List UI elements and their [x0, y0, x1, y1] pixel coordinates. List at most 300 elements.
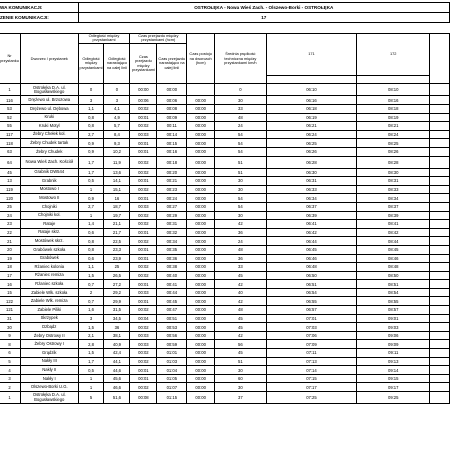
time-cumulative: 00:00	[157, 84, 187, 96]
departure-171: 06:19	[266, 113, 357, 122]
departure-172: 09:06	[357, 331, 430, 340]
time-cumulative: 01:03	[157, 357, 187, 366]
departure-171: 06:33	[266, 185, 357, 194]
stop-name: Rżaniec kolonia	[20, 263, 78, 272]
stop-time: 00:00	[187, 374, 215, 383]
departure-172: 08:16	[357, 96, 430, 105]
departure-172: 09:17	[357, 383, 430, 392]
spare-cell	[430, 185, 450, 194]
time-cumulative: 00:59	[157, 340, 187, 349]
stop-number: 122	[0, 297, 20, 306]
distance-cumulative: 13,6	[104, 168, 130, 177]
departure-171: 06:44	[266, 237, 357, 246]
stop-time: 00:00	[187, 194, 215, 203]
distance-cumulative: 16	[104, 194, 130, 203]
time-cumulative: 00:14	[157, 130, 187, 139]
departure-172: 08:10	[357, 84, 430, 96]
distance-between: 0,6	[78, 228, 104, 237]
stop-number: 4	[0, 366, 20, 375]
speed: 42	[215, 220, 267, 229]
line-number-label: ZENIE KOMUNIKACJI:	[0, 13, 78, 23]
time-between: 00:04	[130, 314, 157, 323]
spare-cell	[430, 383, 450, 392]
stop-time: 00:00	[187, 271, 215, 280]
stop-name: Grabnik	[20, 177, 78, 186]
stop-time: 00:00	[187, 220, 215, 229]
spare-cell	[430, 280, 450, 289]
time-between: 00:06	[130, 96, 157, 105]
stop-number: 2	[0, 383, 20, 392]
line-number-value: 17	[78, 13, 449, 23]
departure-172: 08:42	[357, 228, 430, 237]
speed: 30	[215, 211, 267, 220]
distance-between: 1	[78, 383, 104, 392]
stop-time: 00:00	[187, 331, 215, 340]
table-row	[0, 211, 450, 220]
table-row	[0, 185, 450, 194]
stop-name: Żebry Chełek kol.	[20, 130, 78, 139]
spare-cell	[430, 122, 450, 131]
table-row	[0, 280, 450, 289]
table-row	[0, 245, 450, 254]
stop-name: Żebry Chudek	[20, 147, 78, 156]
time-cumulative: 00:24	[157, 194, 187, 203]
departure-171: 06:51	[266, 280, 357, 289]
speed: 48	[215, 306, 267, 315]
col-header-distance-group: Odległość między przystankami	[78, 34, 130, 44]
stop-time: 00:00	[187, 254, 215, 263]
speed: 30	[215, 96, 267, 105]
spare-cell	[430, 147, 450, 156]
distance-between: 1	[78, 374, 104, 383]
distance-cumulative: 26,5	[104, 271, 130, 280]
speed: 42	[215, 331, 267, 340]
table-row	[0, 383, 450, 392]
time-between: 00:02	[130, 271, 157, 280]
stop-time: 00:00	[187, 237, 215, 246]
stop-name: Chojniki kol.	[20, 211, 78, 220]
distance-cumulative: 34,5	[104, 314, 130, 323]
departure-171: 06:42	[266, 228, 357, 237]
time-between: 00:02	[130, 323, 157, 332]
distance-between: 1,7	[78, 357, 104, 366]
stop-time: 00:00	[187, 314, 215, 323]
distance-between: 2,1	[78, 331, 104, 340]
distance-between: 2	[78, 288, 104, 297]
stop-name: Grabówek	[20, 254, 78, 263]
speed: 30	[215, 185, 267, 194]
table-row	[0, 263, 450, 272]
stop-name: Kruki Motyl	[20, 122, 78, 131]
departure-172: 08:21	[357, 122, 430, 131]
spare-cell	[430, 288, 450, 297]
speed: 48	[215, 113, 267, 122]
stop-name: Mostowo I	[20, 185, 78, 194]
time-cumulative: 00:27	[157, 202, 187, 211]
time-cumulative: 00:38	[157, 263, 187, 272]
departure-172: 08:41	[357, 220, 430, 229]
spare-cell	[430, 168, 450, 177]
departure-172: 08:31	[357, 177, 430, 186]
time-between: 00:02	[130, 185, 157, 194]
line-name-label: WA KOMUNIKACJI:	[0, 3, 78, 13]
speed: 60	[215, 374, 267, 383]
time-cumulative: 00:44	[157, 288, 187, 297]
time-cumulative: 00:09	[157, 113, 187, 122]
spare-cell	[430, 357, 450, 366]
departure-171: 06:24	[266, 130, 357, 139]
spare-cell	[430, 392, 450, 404]
speed: 45	[215, 349, 267, 358]
time-cumulative: 00:47	[157, 306, 187, 315]
distance-cumulative: 18,7	[104, 202, 130, 211]
stop-name: Nakły I	[20, 374, 78, 383]
timetable-sheet	[0, 2, 450, 404]
table-row	[0, 297, 450, 306]
stop-number: 8	[0, 340, 20, 349]
col-header-course-171: 171	[266, 34, 357, 76]
time-between: 00:01	[130, 254, 157, 263]
distance-cumulative: 44,6	[104, 366, 130, 375]
stop-number: 5	[0, 357, 20, 366]
table-row	[0, 340, 450, 349]
distance-between: 0,8	[78, 245, 104, 254]
stop-number: 23	[0, 220, 20, 229]
departure-171: 07:06	[266, 331, 357, 340]
departure-172: 08:25	[357, 139, 430, 148]
time-cumulative: 00:06	[157, 96, 187, 105]
stop-number: 24	[0, 211, 20, 220]
spare-cell	[430, 220, 450, 229]
table-row	[0, 84, 450, 96]
time-between: 00:01	[130, 177, 157, 186]
stop-name: Kruki	[20, 113, 78, 122]
table-row	[0, 314, 450, 323]
stop-number: 25	[0, 202, 20, 211]
departure-172: 08:51	[357, 280, 430, 289]
stop-number: 20	[0, 245, 20, 254]
stop-time: 00:00	[187, 147, 215, 156]
departure-172: 09:25	[357, 392, 430, 404]
speed: 51	[215, 357, 267, 366]
time-between: 00:02	[130, 105, 157, 114]
stop-time: 00:00	[187, 122, 215, 131]
distance-between: 0,9	[78, 194, 104, 203]
departure-172: 08:57	[357, 306, 430, 315]
stop-time: 00:00	[187, 168, 215, 177]
distance-cumulative: 10,2	[104, 147, 130, 156]
time-between: 00:02	[130, 156, 157, 168]
departure-171: 07:03	[266, 323, 357, 332]
stop-name: Rżaniec remiza	[20, 271, 78, 280]
departure-172: 09:15	[357, 374, 430, 383]
stop-number: 16	[0, 280, 20, 289]
stop-number: 119	[0, 185, 20, 194]
table-row	[0, 220, 450, 229]
spare-cell	[430, 271, 450, 280]
distance-cumulative: 11,9	[104, 156, 130, 168]
distance-between: 1,5	[78, 323, 104, 332]
spare-cell	[430, 306, 450, 315]
stop-name: Zabiele Piliki	[20, 306, 78, 315]
distance-between: 5	[78, 392, 104, 404]
col-header-stop-number: Nr przystanku	[0, 34, 20, 84]
distance-between: 0,9	[78, 147, 104, 156]
stop-name: Dzbądz	[20, 323, 78, 332]
stop-name: Olszewo-Borki U.G.	[20, 383, 78, 392]
speed: 30	[215, 177, 267, 186]
departure-172: 08:48	[357, 263, 430, 272]
table-row	[0, 323, 450, 332]
distance-cumulative: 23,9	[104, 254, 130, 263]
time-cumulative: 00:56	[157, 331, 187, 340]
stop-name: Żebry Ostrowy I	[20, 340, 78, 349]
distance-cumulative: 19,7	[104, 211, 130, 220]
time-between: 00:02	[130, 383, 157, 392]
stop-number: 17	[0, 271, 20, 280]
spare-cell	[430, 105, 450, 114]
time-cumulative: 00:32	[157, 228, 187, 237]
speed: 42	[215, 297, 267, 306]
departure-171: 06:46	[266, 254, 357, 263]
distance-cumulative: 21,7	[104, 228, 130, 237]
distance-between: 0,8	[78, 122, 104, 131]
col-header-speed: Średnia prędkość techniczna między przystankami km/h	[215, 34, 267, 84]
time-cumulative: 00:53	[157, 323, 187, 332]
distance-between: 0,9	[78, 139, 104, 148]
distance-cumulative: 21,1	[104, 220, 130, 229]
distance-between: 1,7	[78, 156, 104, 168]
speed: 40	[215, 288, 267, 297]
departure-172: 08:26	[357, 147, 430, 156]
table-row	[0, 113, 450, 122]
distance-between: 2,7	[78, 202, 104, 211]
stop-name: Mostowo II	[20, 194, 78, 203]
departure-172: 09:11	[357, 349, 430, 358]
stop-time: 00:00	[187, 340, 215, 349]
col-header-time-cumulative: Czas przejazdu narastająco na całej linii	[157, 43, 187, 84]
stop-time: 00:00	[187, 306, 215, 315]
spare-cell	[430, 139, 450, 148]
distance-cumulative: 44,1	[104, 357, 130, 366]
table-row	[0, 357, 450, 366]
departure-171: 06:25	[266, 139, 357, 148]
table-row	[0, 288, 450, 297]
departure-172: 09:03	[357, 323, 430, 332]
stop-time: 00:00	[187, 349, 215, 358]
distance-between: 0,8	[78, 237, 104, 246]
time-cumulative: 00:40	[157, 271, 187, 280]
spare-cell	[430, 254, 450, 263]
stop-time: 00:00	[187, 96, 215, 105]
stop-time: 00:00	[187, 113, 215, 122]
departure-171: 06:34	[266, 194, 357, 203]
distance-between: 1,1	[78, 105, 104, 114]
spare-cell	[430, 314, 450, 323]
distance-between: 0,7	[78, 297, 104, 306]
stop-name: Nakły II	[20, 366, 78, 375]
time-between: 00:01	[130, 245, 157, 254]
col-header-time-between: Czas przejazdu między przystankami	[130, 43, 157, 84]
departure-172: 08:44	[357, 237, 430, 246]
distance-between: 1,1	[78, 263, 104, 272]
speed: 30	[215, 366, 267, 375]
departure-171: 06:57	[266, 306, 357, 315]
stop-number: 30	[0, 323, 20, 332]
table-row	[0, 237, 450, 246]
stop-name: Rataje skrz.	[20, 228, 78, 237]
departure-172: 08:54	[357, 288, 430, 297]
time-cumulative: 00:36	[157, 254, 187, 263]
stop-time: 00:00	[187, 105, 215, 114]
departure-171: 06:54	[266, 288, 357, 297]
spare-cell	[430, 156, 450, 168]
stop-name: Zabiele Wlk. remiza	[20, 297, 78, 306]
stop-name: Drężewo ul. Dębowa	[20, 105, 78, 114]
stop-name: Rataje	[20, 220, 78, 229]
departure-171: 07:01	[266, 314, 357, 323]
line-name-value: OSTROŁĘKA - Nowa Wieś Zach. - Olszewo-Borki - OSTROŁĘKA	[78, 3, 449, 13]
departure-172: 08:28	[357, 156, 430, 168]
table-row	[0, 392, 450, 404]
speed: 54	[215, 194, 267, 203]
stop-time: 00:00	[187, 228, 215, 237]
table-row	[0, 156, 450, 168]
time-between: 00:01	[130, 228, 157, 237]
time-between: 00:03	[130, 340, 157, 349]
distance-between: 1,4	[78, 220, 104, 229]
spare-cell	[430, 374, 450, 383]
stop-number: 64	[0, 156, 20, 168]
col-header-distance-between: Odległość między przystankami	[78, 43, 104, 84]
departure-171: 07:09	[266, 340, 357, 349]
time-cumulative: 00:41	[157, 280, 187, 289]
speed: 33	[215, 105, 267, 114]
table-row	[0, 122, 450, 131]
stop-time	[187, 84, 215, 96]
col-header-time-group: Czas przejazdu między przystankami (hcm)	[130, 34, 187, 44]
time-cumulative: 01:05	[157, 374, 187, 383]
speed: 45	[215, 271, 267, 280]
speed: 33	[215, 263, 267, 272]
distance-cumulative: 8,4	[104, 130, 130, 139]
spare-cell	[430, 297, 450, 306]
departure-172: 08:19	[357, 113, 430, 122]
time-between: 00:01	[130, 139, 157, 148]
speed: 36	[215, 254, 267, 263]
departure-171: 07:15	[266, 374, 357, 383]
distance-cumulative: 3	[104, 96, 130, 105]
stop-time: 00:00	[187, 156, 215, 168]
departure-171: 07:17	[266, 383, 357, 392]
distance-between: 1,6	[78, 306, 104, 315]
stop-number: 121	[0, 306, 20, 315]
distance-cumulative: 36	[104, 323, 130, 332]
stop-name: Mostówek skrz.	[20, 237, 78, 246]
departure-172: 09:09	[357, 340, 430, 349]
departure-172: 08:45	[357, 245, 430, 254]
distance-cumulative: 0	[104, 84, 130, 96]
speed: 36	[215, 228, 267, 237]
departure-172: 08:24	[357, 130, 430, 139]
stop-number: 22	[0, 228, 20, 237]
speed: 24	[215, 122, 267, 131]
departure-171: 06:26	[266, 147, 357, 156]
spare-cell	[430, 84, 450, 96]
stop-time: 00:00	[187, 139, 215, 148]
stop-time: 00:00	[187, 297, 215, 306]
time-between: 00:02	[130, 122, 157, 131]
stop-time: 00:00	[187, 392, 215, 404]
time-cumulative: 00:11	[157, 122, 187, 131]
table-row	[0, 228, 450, 237]
departure-172: 08:55	[357, 297, 430, 306]
departure-171: 07:14	[266, 366, 357, 375]
stop-time: 00:00	[187, 357, 215, 366]
spare-cell	[430, 113, 450, 122]
spare-cell	[430, 177, 450, 186]
table-row	[0, 96, 450, 105]
time-between: 00:02	[130, 211, 157, 220]
distance-between: 2,8	[78, 340, 104, 349]
departure-171: 06:50	[266, 271, 357, 280]
time-between: 00:01	[130, 280, 157, 289]
time-between: 00:01	[130, 366, 157, 375]
time-between: 00:03	[130, 288, 157, 297]
time-between: 00:01	[130, 194, 157, 203]
time-between: 00:03	[130, 331, 157, 340]
departure-171: 07:25	[266, 392, 357, 404]
table-row	[0, 306, 450, 315]
departure-171: 07:11	[266, 349, 357, 358]
departure-171: 06:21	[266, 122, 357, 131]
departure-172: 08:34	[357, 194, 430, 203]
departure-172: 08:30	[357, 168, 430, 177]
stop-number: 120	[0, 194, 20, 203]
distance-between: 0	[78, 84, 104, 96]
distance-between: 3	[78, 314, 104, 323]
spare-cell	[430, 211, 450, 220]
time-cumulative: 00:15	[157, 139, 187, 148]
departure-171: 06:31	[266, 177, 357, 186]
time-cumulative: 00:08	[157, 105, 187, 114]
table-row	[0, 202, 450, 211]
speed: 42	[215, 280, 267, 289]
stop-name: Drężewo ul. Brzozowa	[20, 96, 78, 105]
timetable	[0, 2, 450, 404]
table-row	[0, 147, 450, 156]
table-row	[0, 194, 450, 203]
departure-172: 08:50	[357, 271, 430, 280]
time-cumulative: 01:01	[157, 349, 187, 358]
time-between: 00:02	[130, 357, 157, 366]
departure-171: 06:39	[266, 211, 357, 220]
stop-name: Grądzik	[20, 349, 78, 358]
speed: 48	[215, 245, 267, 254]
stop-name: Rżaniec szkoła	[20, 280, 78, 289]
distance-cumulative: 29,9	[104, 297, 130, 306]
departure-171: 06:41	[266, 220, 357, 229]
time-cumulative: 01:04	[157, 366, 187, 375]
speed: 30	[215, 383, 267, 392]
table-row	[0, 366, 450, 375]
distance-between: 1	[78, 185, 104, 194]
time-cumulative: 00:18	[157, 156, 187, 168]
table-row	[0, 105, 450, 114]
time-between: 00:01	[130, 113, 157, 122]
departure-172: 09:01	[357, 314, 430, 323]
speed: 24	[215, 237, 267, 246]
